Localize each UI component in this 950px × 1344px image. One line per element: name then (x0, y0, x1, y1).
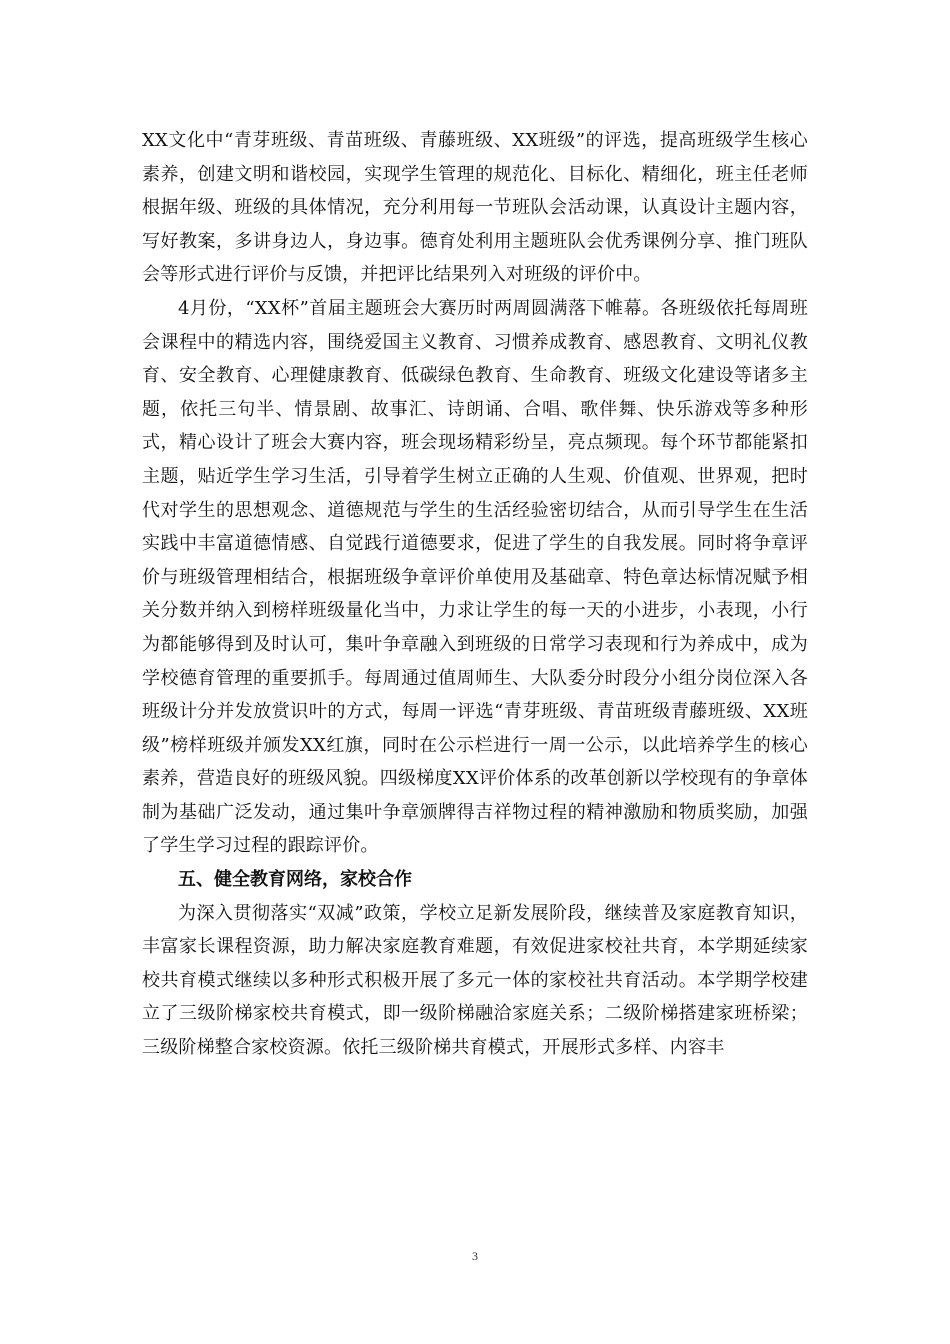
document-body (142, 124, 808, 1065)
paragraph-theme-class-meeting-contest: 4月份，“XX杯”首届主题班会大赛历时两周圆满落下帷幕。各班级依托每周班会课程中的精选内容，围绕爱国主义教育、习惯养成教育、感恩教育、文明礼仪教育、安全教育、心理健康教育、低碳绿色教育、生命教育、班级文化建设等诸多主题，依托三句半、情景剧、故事汇、诗朗诵、合唱、歌伴舞、快乐游戏等多种形式，精心设计了班会大赛内容，班会现场精彩纷呈，亮点频现。每个环节都能紧扣主题，贴近学生学习生活，引导着学生树立正确的人生观、价值观、世界观，把时代对学生的思想观念、道德规范与学生的生活经验密切结合，从而引导学生在生活实践中丰富道德情感、自觉践行道德要求，促进了学生的自我发展。同时将争章评价与班级管理相结合，根据班级争章评价单使用及基础章、特色章达标情况赋予相关分数并纳入到榜样班级量化当中，力求让学生的每一天的小进步，小表现，小行为都能够得到及时认可，集叶争章融入到班级的日常学习表现和行为养成中，成为学校德育管理的重要抓手。每周通过值周师生、大队委分时段分小组分岗位深入各班级计分并发放赏识叶的方式，每周一评选“青芽班级、青苗班级青藤班级、XX班级”榜样班级并颁发XX红旗，同时在公示栏进行一周一公示，以此培养学生的核心素养，营造良好的班级风貌。四级梯度XX评价体系的改革创新以学校现有的争章体制为基础广泛发动，通过集叶争章颁牌得吉祥物过程的精神激励和物质奖励，加强了学生学习过程的跟踪评价。 (142, 297, 808, 857)
section-heading-home-school-cooperation: 五、健全教育网络，家校合作 (178, 869, 412, 891)
paragraph-double-reduction: 为深入贯彻落实“双减”政策，学校立足新发展阶段，继续普及家庭教育知识，丰富家长课程资源，助力解决家庭教育难题，有效促进家校社共育，本学期延续家校共育模式继续以多种形式积极开展了多元一体的家校社共育活动。本学期学校建立了三级阶梯家校共育模式，即一级阶梯融洽家庭关系；二级阶梯搭建家班桥梁；三级阶梯整合家校资源。依托三级阶梯共育模式，开展形式多样、内容丰 (142, 902, 808, 1059)
paragraph-class-evaluation: XX文化中“青芽班级、青苗班级、青藤班级、XX班级”的评选，提高班级学生核心素养，创建文明和谐校园，实现学生管理的规范化、目标化、精细化，班主任老师根据年级、班级的具体情况，充分利用每一节班队会活动课，认真设计主题内容，写好教案，多讲身边人，身边事。德育处利用主题班队会优秀课例分享、推门班队会等形式进行评价与反馈，并把评比结果列入对班级的评价中。 (142, 130, 808, 286)
page-number: 3 (472, 1249, 478, 1263)
